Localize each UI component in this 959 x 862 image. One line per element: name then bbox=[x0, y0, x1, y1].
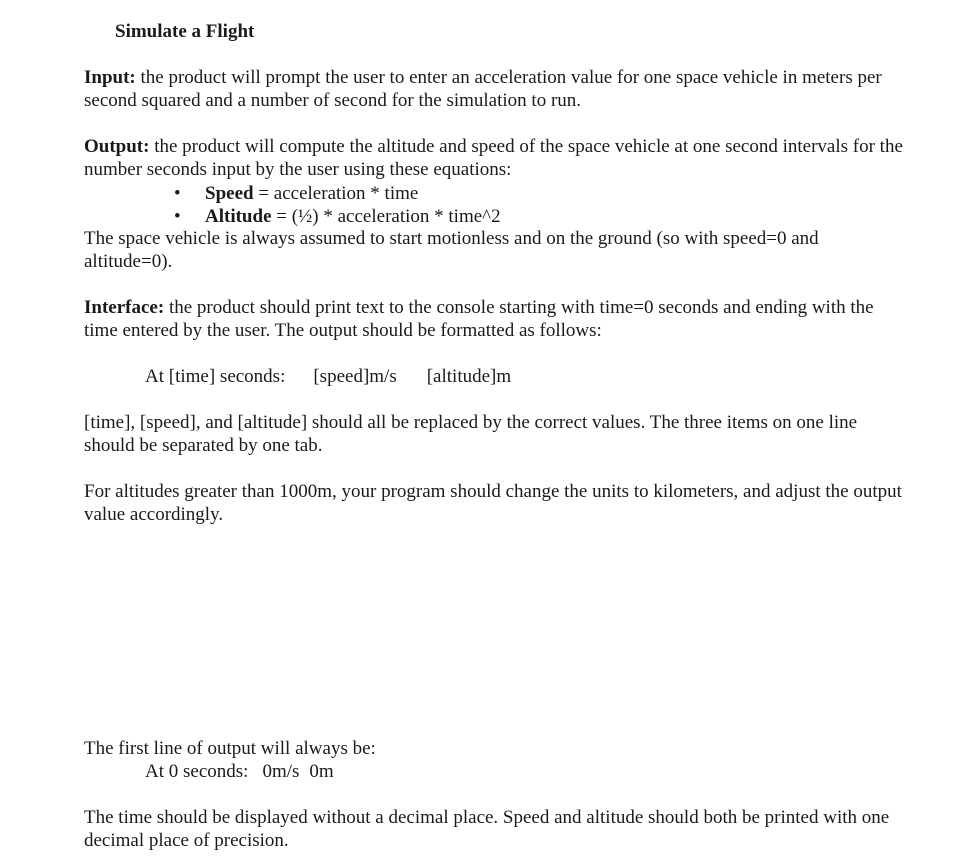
format-altitude: [altitude]m bbox=[426, 366, 512, 387]
speed-equation: = acceleration * time bbox=[253, 183, 419, 204]
format-line bbox=[145, 365, 511, 388]
interface-label: Interface: bbox=[84, 297, 165, 318]
input-text: the product will prompt the user to enter an acceleration value for one space vehicle in meters per second squared and a number of second for the simulation to run. bbox=[84, 67, 882, 111]
output-paragraph bbox=[84, 135, 909, 181]
list-item bbox=[174, 205, 501, 228]
speed-term: Speed bbox=[205, 183, 254, 204]
altitude-equation: = (½) * acceleration * time^2 bbox=[271, 206, 501, 227]
list-item bbox=[174, 182, 501, 205]
first-line-intro: The first line of output will always be: bbox=[84, 738, 376, 759]
input-label: Input: bbox=[84, 67, 136, 88]
bullet-icon: • bbox=[174, 206, 181, 227]
first-line-example bbox=[145, 760, 334, 783]
format-speed: [speed]m/s bbox=[313, 366, 397, 387]
interface-text: the product should print text to the console starting with time=0 seconds and ending with the time entered by the user. The output should be formatted as follows: bbox=[84, 297, 874, 341]
example-time: At 0 seconds: bbox=[145, 761, 249, 782]
output-text: the product will compute the altitude and speed of the space vehicle at one second intervals for the number seconds input by the user using these equations: bbox=[84, 136, 903, 180]
input-paragraph bbox=[84, 66, 909, 112]
bullet-icon: • bbox=[174, 183, 181, 204]
precision-note-paragraph: The time should be displayed without a decimal place. Speed and altitude should both be printed with one decimal place of precision. bbox=[84, 807, 890, 851]
interface-paragraph bbox=[84, 296, 909, 342]
page-title: Simulate a Flight bbox=[115, 21, 255, 42]
altitude-term: Altitude bbox=[205, 206, 272, 227]
example-altitude: 0m bbox=[309, 761, 334, 782]
start-condition-paragraph: The space vehicle is always assumed to start motionless and on the ground (so with speed=0 and altitude=0). bbox=[84, 228, 819, 272]
equation-list bbox=[174, 182, 501, 228]
example-speed: 0m/s bbox=[262, 761, 300, 782]
replace-note-paragraph: [time], [speed], and [altitude] should all be replaced by the correct values. The three items on one line should be separated by one tab. bbox=[84, 412, 858, 456]
altitude-note-paragraph: For altitudes greater than 1000m, your program should change the units to kilometers, and adjust the output value accordingly. bbox=[84, 481, 902, 525]
format-time: At [time] seconds: bbox=[145, 366, 286, 387]
output-label: Output: bbox=[84, 136, 150, 157]
